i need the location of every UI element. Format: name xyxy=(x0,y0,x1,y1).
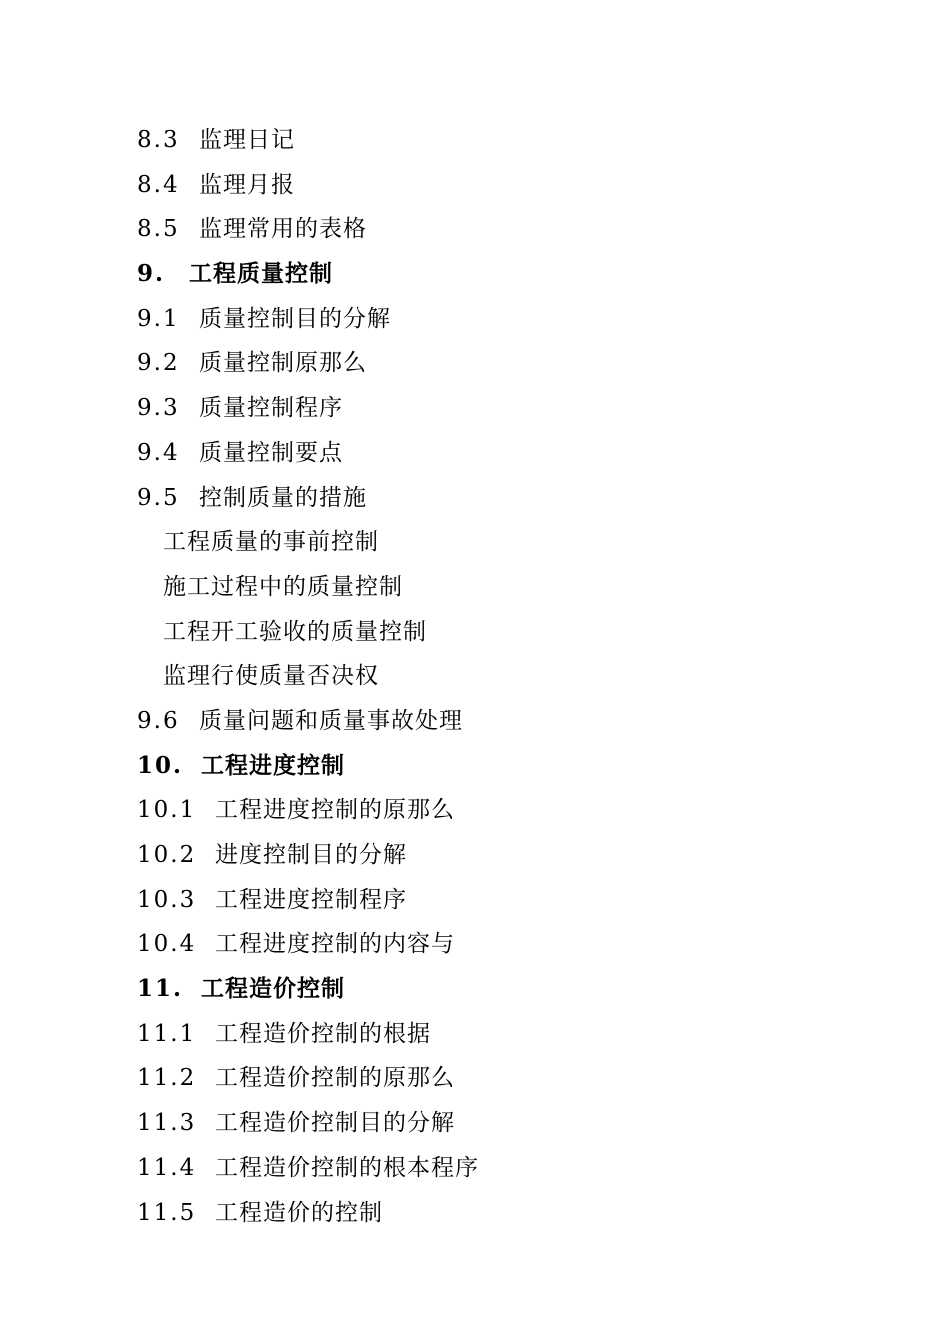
toc-entry-number: 10.4 xyxy=(137,931,197,958)
toc-entry-number: 9.3 xyxy=(137,395,180,422)
toc-entry-number: 9.6 xyxy=(137,707,180,734)
toc-entry-title: 工程造价控制目的分解 xyxy=(215,1110,455,1137)
toc-entry xyxy=(137,297,897,342)
toc-subitem-title: 工程开工验收的质量控制 xyxy=(163,618,427,645)
toc-entry xyxy=(137,833,897,878)
toc-entry xyxy=(137,699,897,744)
toc-entry-number: 9.2 xyxy=(137,350,180,377)
toc-entry-title: 工程造价控制的原那么 xyxy=(215,1065,455,1092)
toc-entry xyxy=(137,431,897,476)
toc-entry xyxy=(137,788,897,833)
toc-entry xyxy=(137,1191,897,1236)
toc-entry-number: 10.2 xyxy=(137,842,197,868)
toc-entry-title: 控制质量的措施 xyxy=(199,484,367,511)
toc-subitem-title: 监理行使质量否决权 xyxy=(163,663,379,690)
toc-entry-title: 工程造价控制的根据 xyxy=(215,1020,431,1047)
toc-entry-number: 8.4 xyxy=(137,171,180,198)
toc-entry-number: 8.5 xyxy=(137,216,180,243)
toc-section-number: 11. xyxy=(137,975,184,1003)
toc-entry-title: 质量问题和质量事故处理 xyxy=(199,707,463,734)
toc-entry-number: 9.1 xyxy=(137,305,180,332)
toc-section-title: 工程进度控制 xyxy=(201,751,345,779)
toc-entry-title: 监理日记 xyxy=(199,127,295,153)
toc-entry xyxy=(137,1012,897,1057)
toc-section-heading xyxy=(137,252,897,297)
toc-section-title: 工程质量控制 xyxy=(189,260,333,288)
toc-entry-title: 质量控制目的分解 xyxy=(199,305,391,332)
toc-entry xyxy=(137,476,897,521)
toc-entry xyxy=(137,163,897,208)
toc-entry-number: 11.1 xyxy=(137,1020,197,1047)
toc-section-number: 10. xyxy=(137,751,184,779)
toc-entry xyxy=(137,922,897,967)
toc-subitem xyxy=(137,565,897,610)
toc-entry xyxy=(137,341,897,386)
toc-section-heading xyxy=(137,744,897,789)
toc-entry-number: 11.4 xyxy=(137,1154,197,1181)
toc-entry-title: 监理月报 xyxy=(199,171,295,198)
toc-subitem xyxy=(137,520,897,565)
toc-entry-title: 工程进度控制的原那么 xyxy=(215,797,455,824)
toc-entry-title: 质量控制程序 xyxy=(199,395,343,422)
toc-entry-title: 质量控制原那么 xyxy=(199,350,367,377)
toc-entry-title: 进度控制目的分解 xyxy=(215,842,407,868)
toc-section-number: 9. xyxy=(137,260,166,288)
toc-entry-title: 监理常用的表格 xyxy=(199,216,367,243)
toc-entry-title: 工程进度控制程序 xyxy=(215,886,407,913)
toc-entry-number: 9.5 xyxy=(137,484,180,511)
toc-entry xyxy=(137,1146,897,1191)
toc-entry-title: 工程进度控制的内容与 xyxy=(215,931,455,958)
toc-entry-number: 10.1 xyxy=(137,797,197,824)
toc-entry-title: 质量控制要点 xyxy=(199,439,343,466)
toc-subitem-title: 工程质量的事前控制 xyxy=(163,529,379,556)
toc-entry-title: 工程造价的控制 xyxy=(215,1199,383,1226)
toc-entry-title: 工程造价控制的根本程序 xyxy=(215,1154,479,1181)
toc-entry-number: 11.5 xyxy=(137,1199,197,1226)
toc-entry-number: 8.3 xyxy=(137,127,180,153)
toc-entry xyxy=(137,878,897,923)
toc-section-title: 工程造价控制 xyxy=(201,975,345,1003)
toc-subitem xyxy=(137,654,897,699)
table-of-contents xyxy=(137,118,897,1235)
toc-entry xyxy=(137,207,897,252)
toc-entry xyxy=(137,1101,897,1146)
toc-entry xyxy=(137,118,897,163)
toc-entry-number: 11.3 xyxy=(137,1110,197,1137)
toc-entry-number: 9.4 xyxy=(137,439,180,466)
toc-entry xyxy=(137,1056,897,1101)
toc-entry-number: 11.2 xyxy=(137,1065,197,1092)
toc-section-heading xyxy=(137,967,897,1012)
toc-entry xyxy=(137,386,897,431)
toc-subitem xyxy=(137,610,897,655)
toc-subitem-title: 施工过程中的质量控制 xyxy=(163,573,403,600)
toc-entry-number: 10.3 xyxy=(137,886,197,913)
